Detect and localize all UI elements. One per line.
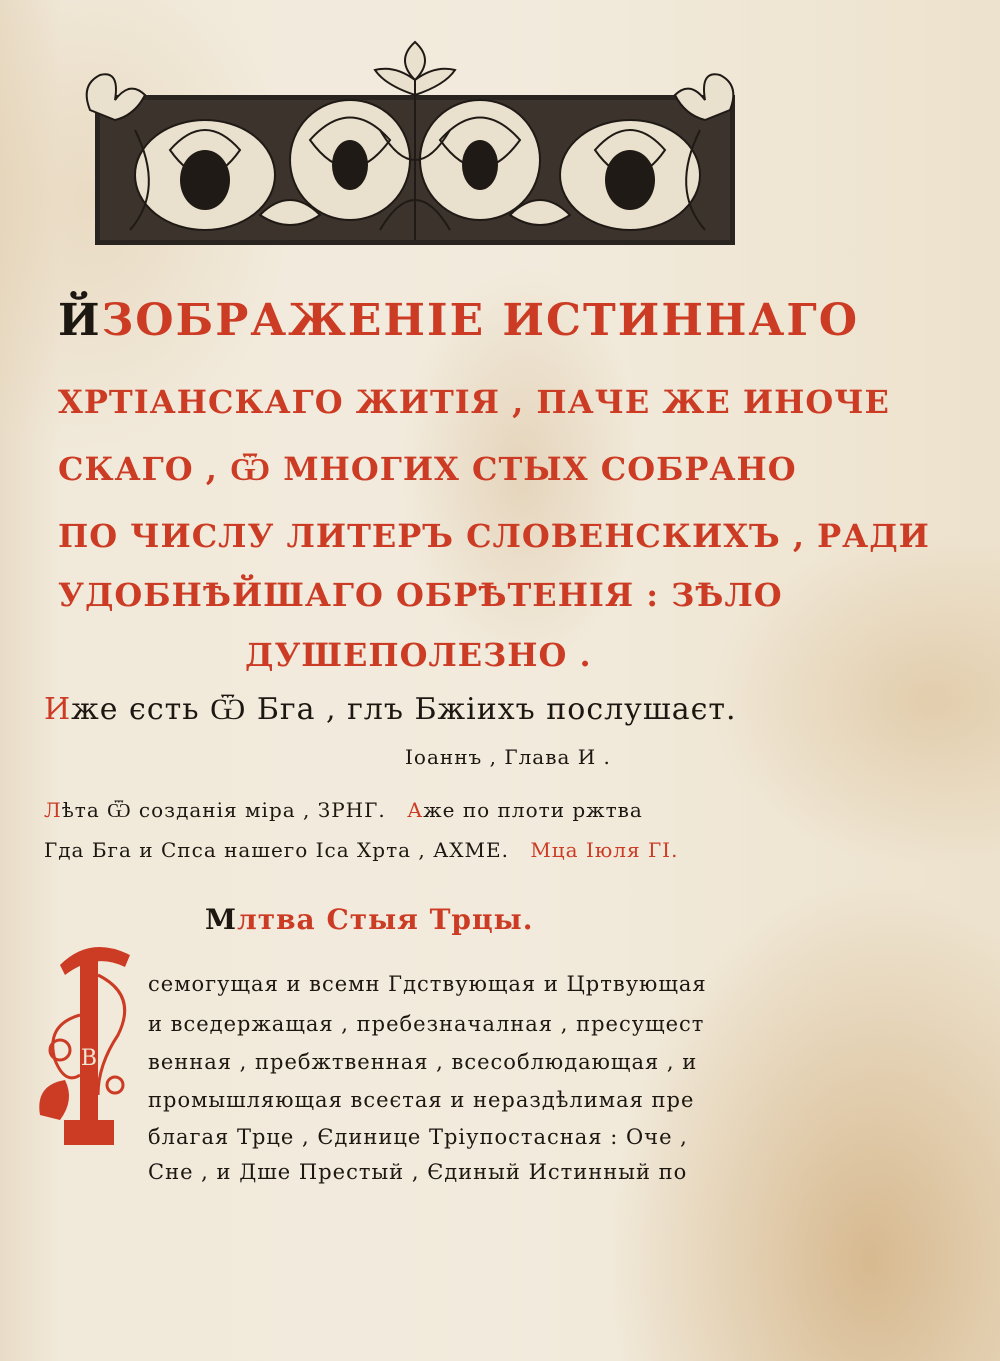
prayer-heading-initial: М xyxy=(205,903,237,936)
title-line-1-text: ЗОБРАЖЕНІЕ ИСТИННАГО xyxy=(101,295,860,346)
prayer-line-2: и вседержащая , пребезначалная , пресущест xyxy=(148,1012,705,1036)
title-line-6: ДУШЕПОЛЕЗНО . xyxy=(245,636,592,674)
title-line-3: СКАГО , Ѿ МНОГИХ СТЫХ СОБРАНО xyxy=(58,450,797,488)
epigraph-initial: И xyxy=(44,692,72,727)
dating-line-1-text-b: же по плоти ржтва xyxy=(423,798,643,822)
title-line-1 xyxy=(58,295,859,346)
prayer-line-1: семогущая и всемн Гдствующая и Цртвующая xyxy=(148,972,707,996)
prayer-line-6: Сне , и Дше Престый , Єдиный Истинный по xyxy=(148,1160,688,1184)
title-line-5: УДОБНѢЙШАГО ОБРѢТЕНІЯ : ЗѢЛО xyxy=(58,576,783,614)
epigraph-quote xyxy=(44,692,737,727)
dating-initial-2: А xyxy=(407,798,424,822)
epigraph-reference: Іоаннъ , Глава И . xyxy=(405,745,611,769)
title-initial: Й xyxy=(58,295,102,346)
prayer-heading xyxy=(205,903,534,936)
prayer-line-5: благая Трце , Єдинице Тріупостасная : Оче , xyxy=(148,1125,688,1149)
dating-month: Мца Іюля ГІ. xyxy=(530,838,679,862)
dropcap-letter: В xyxy=(80,1046,98,1071)
dating-line-2 xyxy=(44,838,678,862)
dating-line-1 xyxy=(44,798,643,823)
prayer-line-4: промышляющая всеєтая и нераздѣлимая пре xyxy=(148,1088,695,1112)
epigraph-text: же єсть Ѿ Бга , глъ Бжіихъ послушаєт. xyxy=(71,692,737,727)
ornamental-dropcap xyxy=(30,935,140,1155)
floral-woodcut-headpiece xyxy=(60,40,760,255)
prayer-heading-text: лтва Стыя Трцы. xyxy=(237,903,534,936)
prayer-line-3: венная , пребжтвенная , всесоблюдающая , и xyxy=(148,1050,698,1074)
dating-line-2-text: Гда Бга и Спса нашего Іса Хрта , АХМЕ. xyxy=(44,838,509,862)
dating-initial: Л xyxy=(44,798,62,822)
dating-line-1-text: ѣта Ѿ созданія міра , ЗРНГ. xyxy=(61,798,386,822)
title-line-4: ПО ЧИСЛУ ЛИТЕРЪ СЛОВЕНСКИХЪ , РАДИ xyxy=(58,517,930,555)
title-line-2: ХРТІАНСКАГО ЖИТІЯ , ПАЧЕ ЖЕ ИНОЧЕ xyxy=(58,383,890,421)
